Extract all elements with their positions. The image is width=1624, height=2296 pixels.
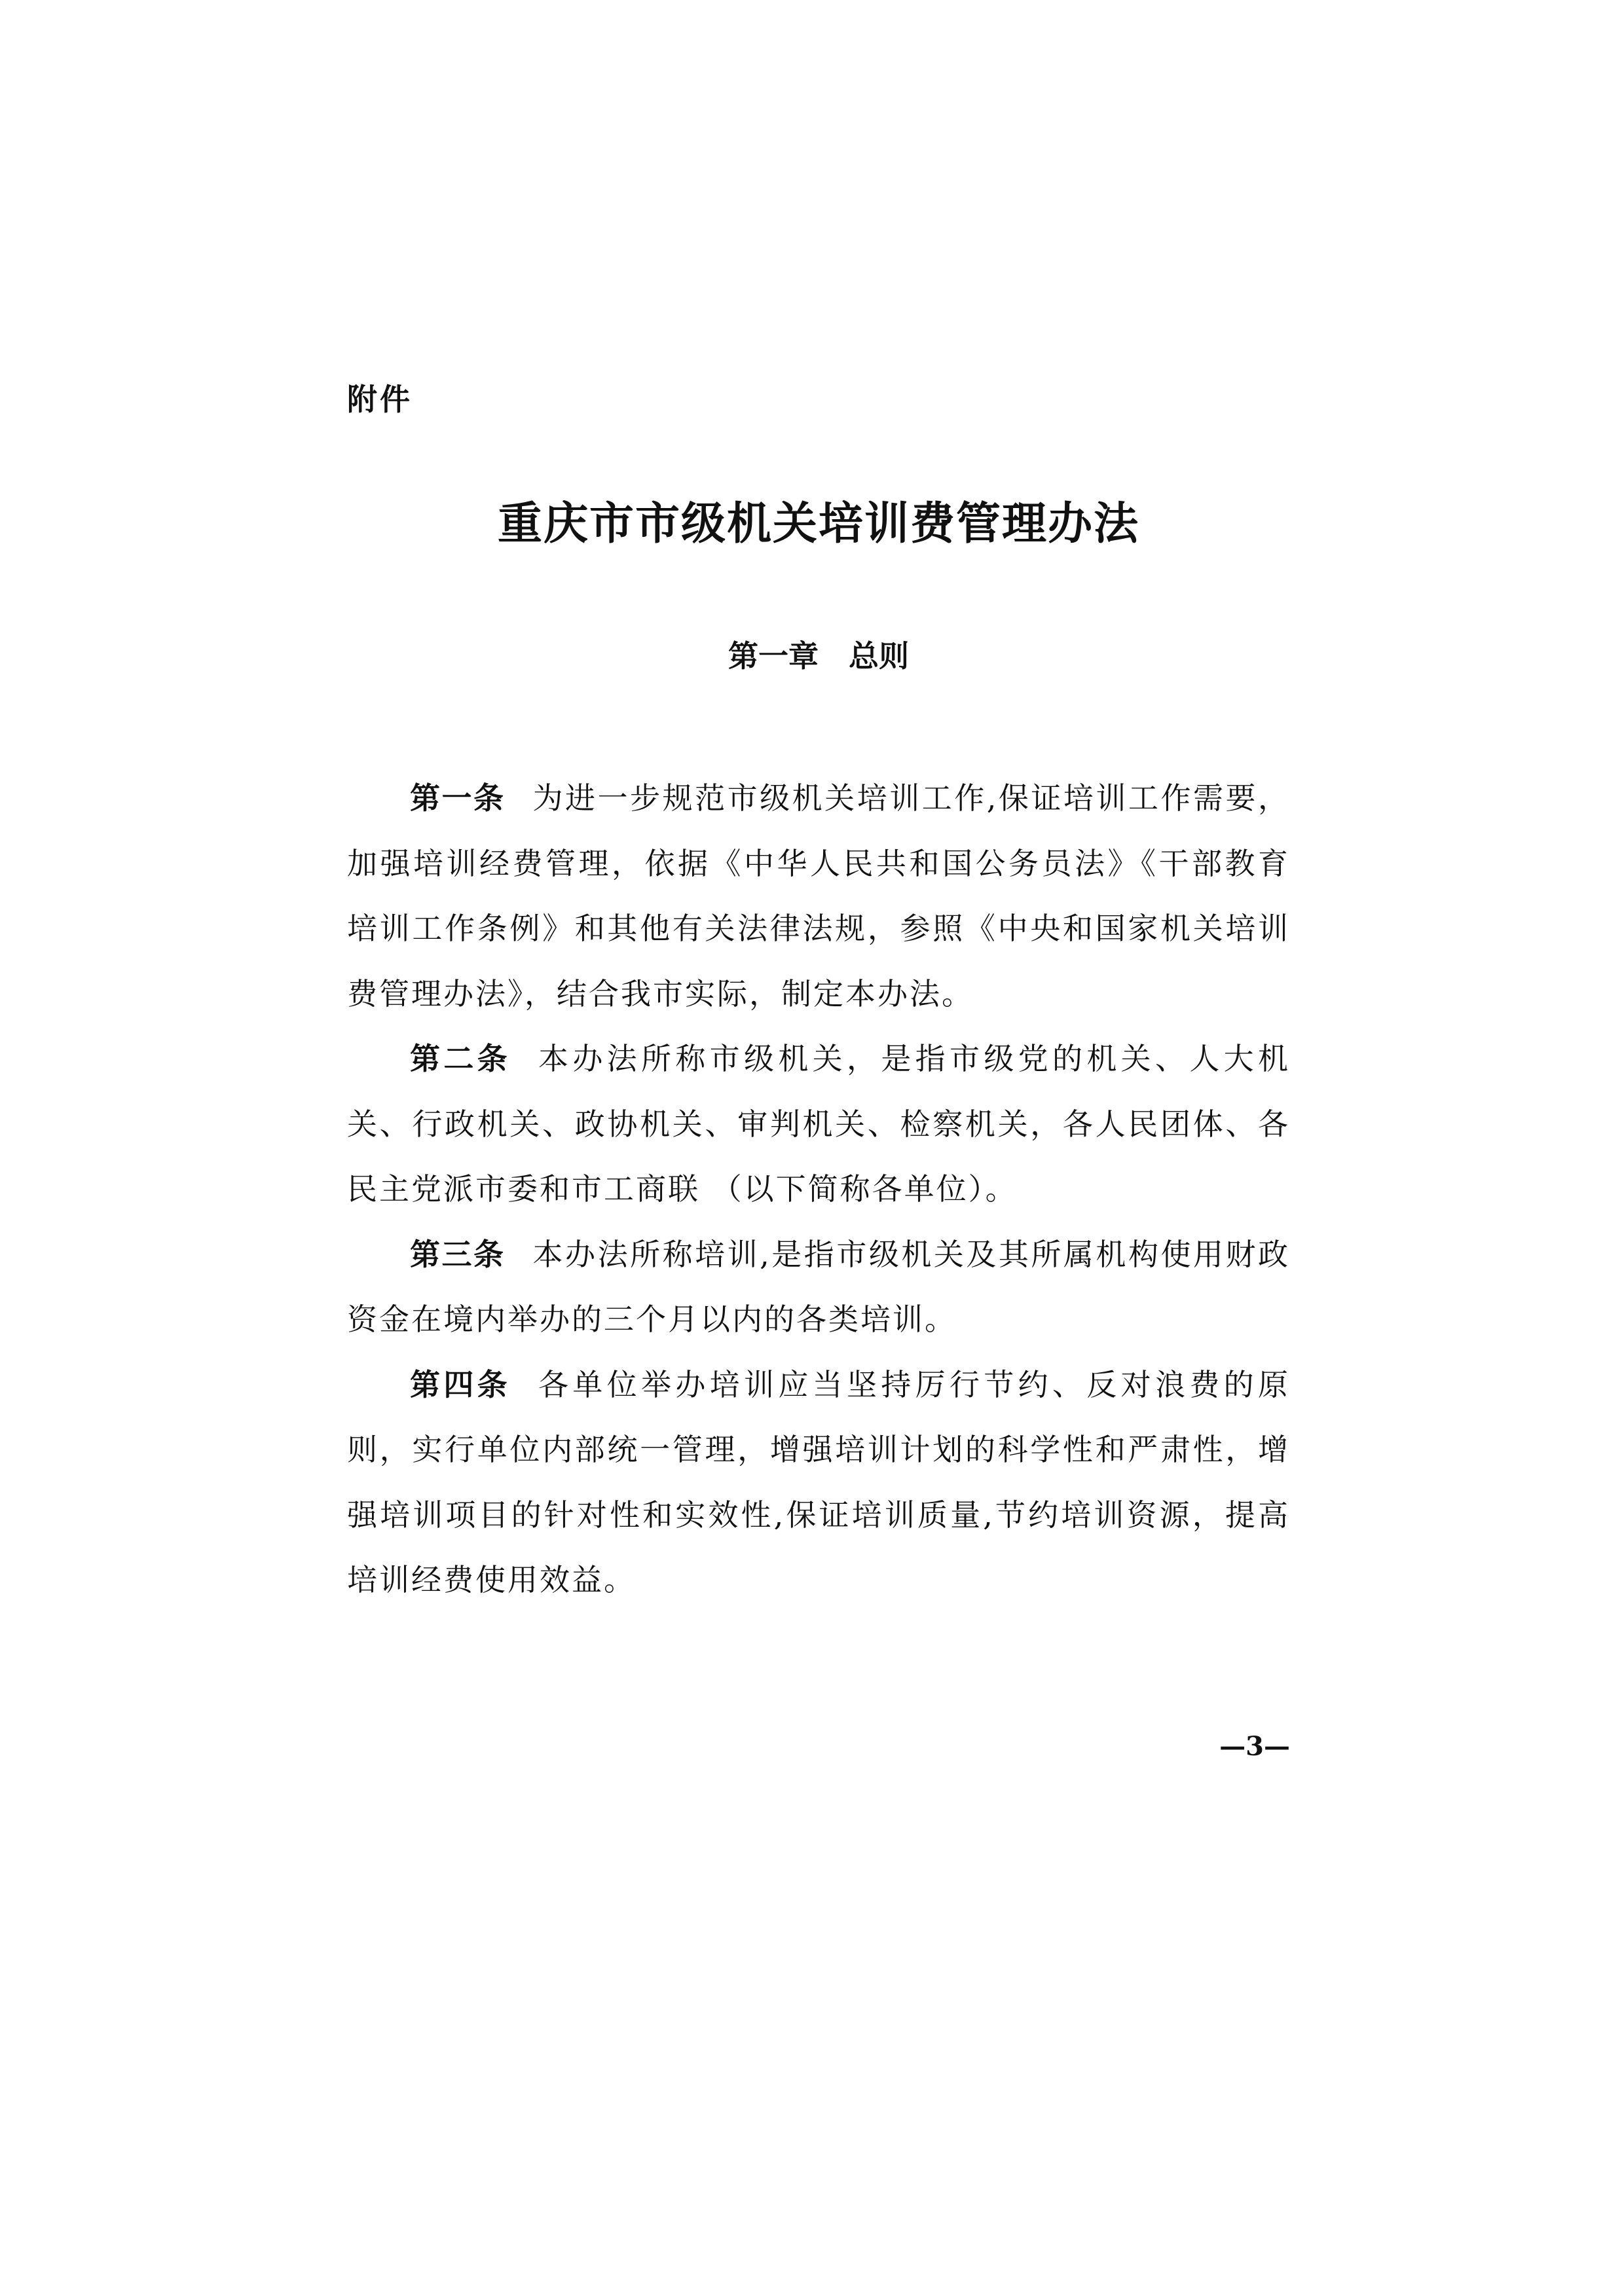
document-body	[347, 766, 1290, 1613]
attachment-label: 附件	[347, 382, 413, 417]
article-number: 第二条	[410, 1041, 511, 1076]
article-number: 第四条	[410, 1366, 511, 1402]
page-number: —3—	[1219, 1731, 1290, 1762]
article-text: 本办法所称市级机关，是指市级党的机关、人大机关、行政机关、政协机关、审判机关、检察机关，各人民团体、各民主党派市委和市工商联 （以下简称各单位）。	[347, 1041, 1290, 1207]
article-text: 本办法所称培训,是指市级机关及其所属机构使用财政资金在境内举办的三个月以内的各类培训。	[347, 1236, 1291, 1337]
article-number: 第三条	[410, 1236, 506, 1272]
article-text: 为进一步规范市级机关培训工作,保证培训工作需要，加强培训经费管理，依据《中华人民共和国公务员法》《干部教育培训工作条例》和其他有关法律法规，参照《中央和国家机关培训费管理办法》，结合我市实际，制定本办法。	[347, 780, 1291, 1011]
article-number: 第一条	[410, 780, 506, 816]
article-4	[347, 1353, 1290, 1613]
document-title: 重庆市市级机关培训费管理办法	[497, 498, 1139, 550]
article-text: 各单位举办培训应当坚持厉行节约、反对浪费的原则，实行单位内部统一管理，增强培训计划的科学性和严肃性，增强培训项目的针对性和实效性,保证培训质量,节约培训资源，提高培训经费使用效益。	[347, 1366, 1290, 1597]
article-2	[347, 1027, 1290, 1222]
article-1	[347, 766, 1290, 1027]
chapter-heading: 第一章 总则	[728, 638, 909, 674]
article-3	[347, 1222, 1290, 1353]
